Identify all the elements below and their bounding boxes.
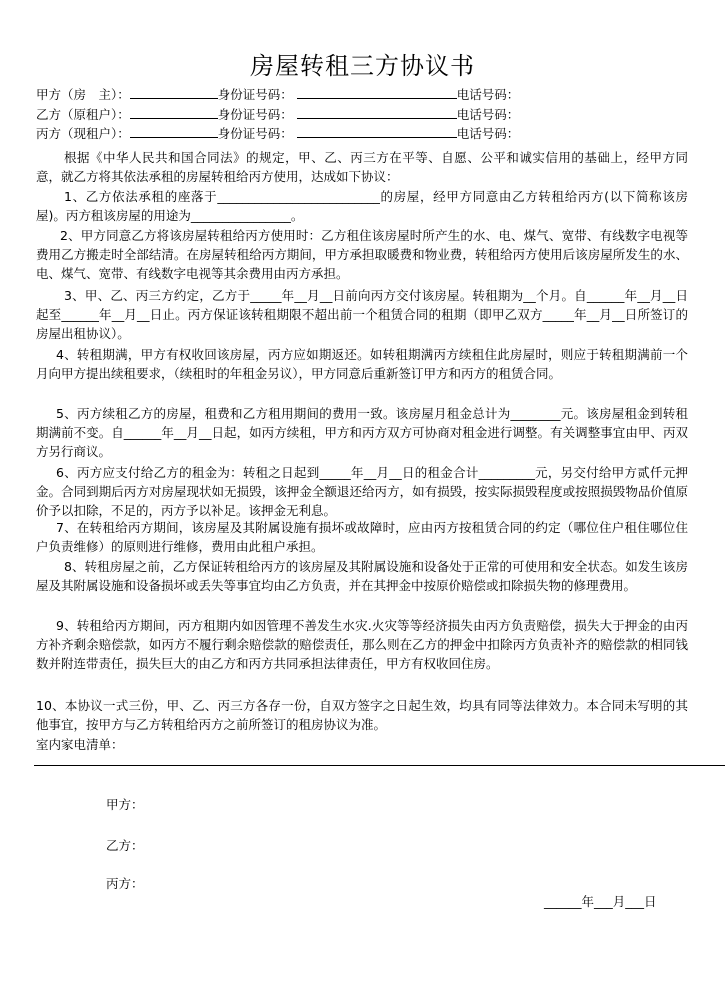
clause-7: 7、在转租给丙方期间，该房屋及其附属设施有损坏或故障时，应由丙方按租赁合同的约定（哪位住户租住哪位住户负责维修）的原则进行维修，费用由此租户承担。 [36, 520, 688, 555]
clause-6: 6、丙方应支付给乙方的租金为：转租之日起到_____年__月__日的租金合计_________元，另交付给甲方贰仟元押金。合同到期后丙方对房屋现状如无损毁，该押金全额退还给丙方，如有损毁，按实际损毁程度或按照损毁物品价值原价予以扣除，不足的，丙方予以补足。该押金无利息。 [36, 465, 688, 519]
signing-date[interactable]: ______年___月___日 [544, 894, 657, 909]
party-role: 甲方（房 主）： [36, 87, 130, 102]
id-blank[interactable] [297, 125, 457, 138]
clause-5: 5、丙方续租乙方的房屋，租费和乙方租用期间的费用一致。该房屋月租金总计为________元。该房屋租金到转租期满前不变。自______年__月__日起，如丙方续租，甲方和丙方双方可协商对租金进行调整。有关调整事宜由甲、丙双方另行商议。 [36, 406, 688, 460]
phone-label: 电话号码： [456, 107, 520, 122]
phone-label: 电话号码： [456, 126, 520, 141]
clause-8: 8、转租房屋之前，乙方保证转租给丙方的该房屋及其附属设施和设备处于正常的可使用和安全状态。如发生该房屋及其附属设施和设备损坏或丢失等事宜均由乙方负责，并在其押金中按原价赔偿或扣除损失物的修理费用。 [36, 559, 688, 594]
name-blank[interactable] [130, 125, 218, 138]
id-blank[interactable] [297, 86, 457, 99]
party-row-landlord [36, 86, 519, 104]
clause-9: 9、转租给丙方期间，丙方租期内如因管理不善发生水灾.火灾等等经济损失由丙方负责赔偿，损失大于押金的由丙方补齐剩余赔偿款，如丙方不履行剩余赔偿款的赔偿责任，那么则在乙方的押金中扣除丙方负责补齐的赔偿款的相同钱数并附连带责任，损失巨大的由乙方和丙方共同承担法律责任，甲方有权收回住房。 [36, 618, 688, 672]
party-row-current-tenant [36, 125, 519, 143]
id-label: 身份证号码： [217, 87, 293, 102]
signature-landlord[interactable]: 甲方： [106, 797, 144, 812]
signature-current-tenant[interactable]: 丙方： [106, 876, 144, 891]
clause-2: 2、甲方同意乙方将该房屋转租给丙方使用时：乙方租住该房屋时所产生的水、电、煤气、宽带、有线数字电视等费用乙方搬走时全部结清。在房屋转租给丙方期间，甲方承担取暖费和物业费，转租给丙方使用后该房屋所发生的水、电、煤气、宽带、有线数字电视等其余费用由丙方承担。 [36, 228, 688, 282]
appliance-list-label: 室内家电清单： [36, 737, 124, 752]
name-blank[interactable] [130, 86, 218, 99]
party-role: 丙方（现租户）： [36, 126, 130, 141]
phone-label: 电话号码： [456, 87, 520, 102]
clause-3: 3、甲、乙、丙三方约定，乙方于_____年__月__日前向丙方交付该房屋。转租期为__个月。自______年__月__日起至______年__月__日止。丙方保证该转租期限不超出前一个租赁合同的租期（即甲乙双方_____年__月__日所签订的房屋出租协议）。 [36, 288, 688, 342]
clause-10: 10、本协议一式三份，甲、乙、丙三方各存一份，自双方签字之日起生效，均具有同等法律效力。本合同未写明的其他事宜，按甲方与乙方转租给丙方之前所签订的租房协议为准。 [36, 698, 688, 733]
id-label: 身份证号码： [217, 126, 293, 141]
id-blank[interactable] [297, 106, 457, 119]
clause-4: 4、转租期满，甲方有权收回该房屋，丙方应如期返还。如转租期满丙方续租住此房屋时，则应于转租期满前一个月向甲方提出续租要求，（续租时的年租金另议），甲方同意后重新签订甲方和丙方的租赁合同。 [36, 347, 688, 382]
appliance-list-line [34, 765, 725, 766]
party-role: 乙方（原租户）： [36, 107, 130, 122]
name-blank[interactable] [130, 106, 218, 119]
party-row-original-tenant [36, 106, 519, 124]
clause-1: 1、乙方依法承租的座落于__________________________的房屋，经甲方同意由乙方转租给丙方(以下简称该房屋)。丙方租该房屋的用途为________________。 [36, 189, 688, 224]
signature-original-tenant[interactable]: 乙方： [106, 838, 144, 853]
intro-paragraph: 根据《中华人民共和国合同法》的规定，甲、乙、丙三方在平等、自愿、公平和诚实信用的基础上，经甲方同意，就乙方将其依法承租的房屋转租给丙方使用，达成如下协议： [36, 150, 688, 185]
document-title: 房屋转租三方协议书 [250, 52, 475, 80]
id-label: 身份证号码： [217, 107, 293, 122]
